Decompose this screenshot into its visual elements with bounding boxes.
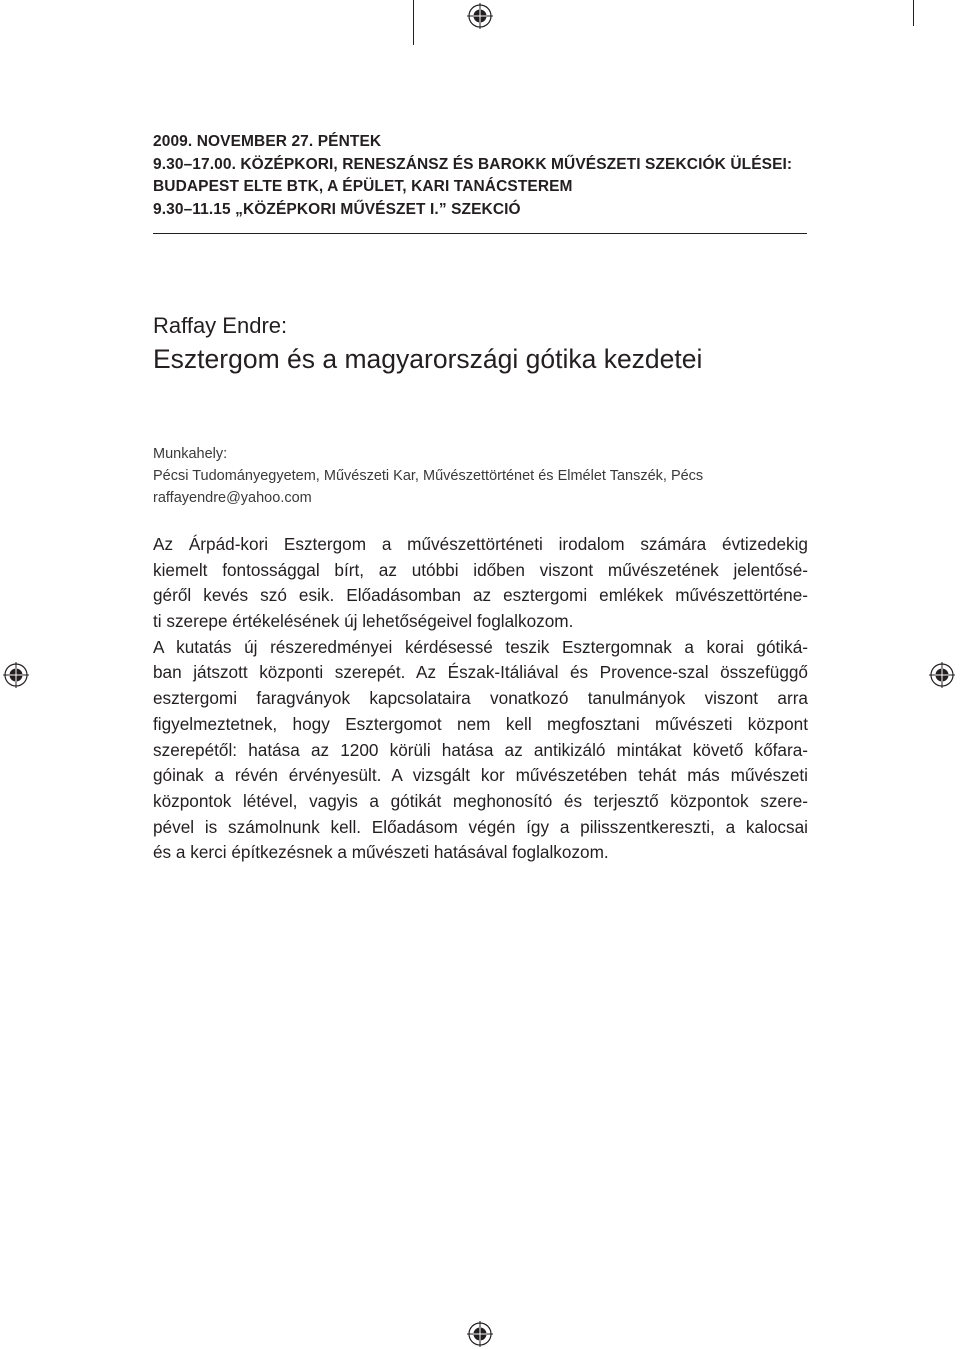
abstract-line: figyelmeztetnek, hogy Esztergomot nem kell megfosztani művészeti központ [153,713,808,734]
session-venue: BUDAPEST ELTE BTK, A ÉPÜLET, KARI TANÁCSTEREM [153,178,573,195]
affiliation-institution: Pécsi Tudományegyetem, Művészeti Kar, Művészettörténet és Elmélet Tanszék, Pécs [153,468,704,484]
crosshair-target-icon [467,1321,493,1347]
crosshair-target-icon [929,662,955,688]
abstract-line: pével is számolnunk kell. Előadásom végén így a pilisszentkereszti, a kalocsai [153,816,808,837]
crop-mark-top-left [413,0,414,45]
crop-mark-top-right [913,0,914,26]
session-time-title: 9.30–17.00. KÖZÉPKORI, RENESZÁNSZ ÉS BAROKK MŰVÉSZETI SZEKCIÓK ÜLÉSEI: [153,155,793,173]
abstract-line: ti szerepe értékelésének új lehetőségeivel foglalkozom. [153,611,574,632]
abstract-line: esztergomi faragványok kapcsolataira vonatkozó tanulmányok viszont arra [153,688,808,709]
session-date: 2009. NOVEMBER 27. PÉNTEK [153,133,382,150]
abstract-line: központok létével, vagyis a gótikát meghonosító és terjesztő központok szere- [153,790,808,811]
session-header [153,131,807,221]
registration-mark-right [929,662,955,688]
talk-title: Esztergom és a magyarországi gótika kezdetei [153,344,703,374]
crosshair-target-icon [3,662,29,688]
affiliation-block [153,443,813,509]
author-name: Raffay Endre: [153,313,288,338]
abstract-text [153,532,808,866]
abstract-line: és a kerci építkezésnek a művészeti hatásával foglalkozom. [153,842,609,863]
abstract-line: A kutatás új részeredményei kérdésessé teszik Esztergomnak a korai gótiká- [153,636,808,657]
registration-mark-bottom [467,1321,493,1347]
abstract-line: szerepétől: hatása az 1200 körüli hatása az antikizáló mintákat követő kőfara- [153,739,808,760]
section-title: 9.30–11.15 „KÖZÉPKORI MŰVÉSZET I.” SZEKCIÓ [153,200,521,218]
abstract-line: ban játszott központi szerepét. Az Észak-Itáliával és Provence-szal összefüggő [153,662,808,683]
registration-mark-left [3,662,29,688]
registration-mark-top [467,3,493,29]
abstract-line: kiemelt fontossággal bírt, az utóbbi időben viszont művészetének jelentősé- [153,559,808,580]
abstract-line: Az Árpád-kori Esztergom a művészettörténeti irodalom számára évtizedekig [153,534,808,554]
affiliation-label: Munkahely: [153,446,228,462]
abstract-line: géről kevés szó esik. Előadásomban az esztergomi emlékek művészettörténe- [153,585,808,606]
author-email: raffayendre@yahoo.com [153,490,312,506]
abstract-line: góinak a révén érvényesült. A vizsgált kor művészetében tehát más művészeti [153,765,808,786]
crosshair-target-icon [467,3,493,29]
header-divider [153,233,807,234]
